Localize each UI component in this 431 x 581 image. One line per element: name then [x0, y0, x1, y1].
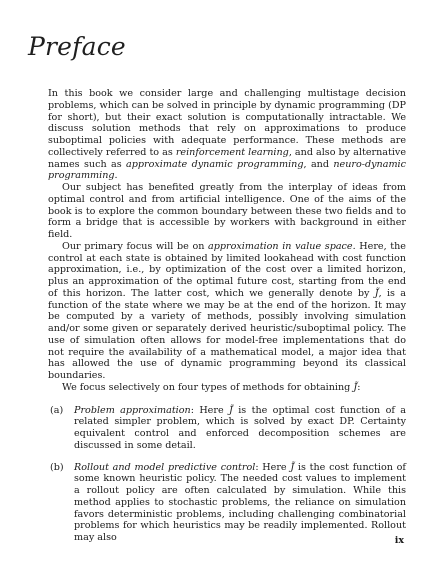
italic-phrase: approximation in value space	[208, 240, 353, 252]
list-item-label: (b)	[50, 461, 64, 473]
italic-phrase: J̃	[290, 461, 295, 473]
paragraph-interplay: Our subject has benefited greatly from the interplay of ideas from optimal control and from artificial intelligence. One of the aims of the book is to explore the common boundary between these two fields and to form a bridge that is accessible by workers with background in either field.	[48, 182, 406, 240]
list-item-label: (a)	[50, 404, 64, 416]
page-number: ix	[394, 535, 404, 546]
italic-phrase: J̃	[374, 287, 379, 299]
italic-phrase: Problem approximation	[74, 404, 191, 416]
list-item	[48, 405, 406, 452]
italic-phrase: approximate dynamic programming	[126, 158, 304, 170]
page-title: Preface	[28, 32, 126, 61]
italic-phrase: Rollout and model predictive control	[74, 461, 256, 473]
italic-phrase: neuro-dynamic programming	[48, 158, 406, 182]
italic-phrase: J̃	[229, 404, 233, 416]
list-item-text: Problem approximation: Here J̃ is the optimal cost function of a related simpler problem, which is solved by exact DP. Certainty equivalent control and enforced decomposition schemes are discussed in some detail.	[74, 404, 407, 451]
paragraph-four-methods: We focus selectively on four types of methods for obtaining J̃:	[62, 381, 361, 393]
italic-phrase: J̃	[353, 381, 358, 393]
list-item	[48, 462, 406, 544]
preface-body	[48, 88, 406, 554]
paragraph-primary-focus: Our primary focus will be on approximation in value space. Here, the control at each state is obtained by limited lookahead with cost function approximation, i.e., by optimization of the cost over a limited horizon, plus an approximation of the optimal future cost, starting from the end of this horizon. The latter cost, which we generally denote by J̃, is a function of the state where we may be at the end of the horizon. It may be computed by a variety of methods, possibly involving simulation and/or some given or separately derived heuristic/suboptimal policy. The use of simulation often allows for model-free implementations that do not require the availability of a mathematical model, a major idea that has allowed the use of dynamic programming beyond its classical boundaries.	[48, 240, 406, 381]
italic-phrase: reinforcement learning	[175, 146, 289, 158]
methods-list	[48, 405, 406, 544]
paragraph-intro: In this book we consider large and challenging multistage decision problems, which can be solved in principle by dynamic programming (DP for short), but their exact solution is computationally intractable. We discuss solution methods that rely on approximations to produce suboptimal policies with adequate performance. These methods are collectively referred to as reinforcement learning, and also by alternative names such as approximate dynamic programming, and neuro-dynamic programming.	[48, 88, 407, 182]
list-item-text: Rollout and model predictive control: Here J̃ is the cost function of some known heuristic policy. The needed cost values to implement a rollout policy are often calculated by simulation. While this method applies to stochastic problems, the reliance on simulation favors deterministic problems, including challenging combinatorial problems for which heuristics may be readily implemented. Rollout may also	[74, 461, 406, 543]
